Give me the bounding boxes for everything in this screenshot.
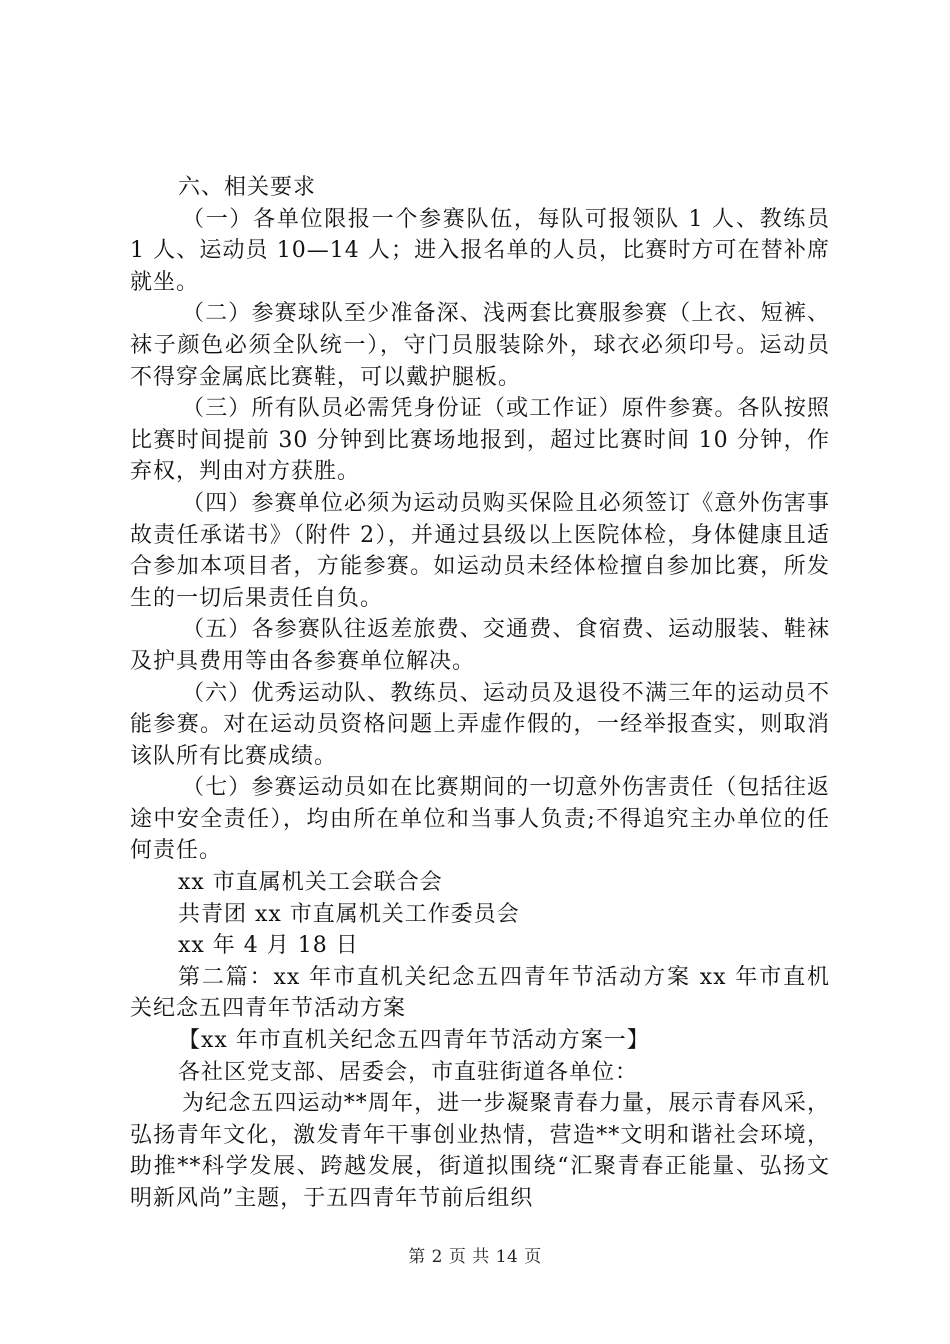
document-body [130, 172, 830, 1215]
requirement-paragraph: （一）各单位限报一个参赛队伍，每队可报领队 1 人、教练员 1 人、运动员 10—14 人；进入报名单的人员，比赛时方可在替补席就坐。 [130, 206, 830, 295]
part-heading: 第二篇：xx 年市直机关纪念五四青年节活动方案 xx 年市直机关纪念五四青年节活动方案 [130, 964, 830, 1022]
requirement-paragraph: （七）参赛运动员如在比赛期间的一切意外伤害责任（包括往返途中安全责任），均由所在单位和当事人负责;不得追究主办单位的任何责任。 [130, 775, 830, 864]
section-heading: 六、相关要求 [178, 175, 317, 200]
requirement-paragraph: （五）各参赛队往返差旅费、交通费、食宿费、运动服装、鞋袜及护具费用等由各参赛单位解决。 [130, 617, 830, 674]
requirement-paragraph: （三）所有队员必需凭身份证（或工作证）原件参赛。各队按照比赛时间提前 30 分钟到比赛场地报到，超过比赛时间 10 分钟，作弃权，判由对方获胜。 [130, 396, 830, 485]
intro-paragraph: 为纪念五四运动**周年，进一步凝聚青春力量，展示青春风采，弘扬青年文化，激发青年干事创业热情，营造**文明和谐社会环境，助推**科学发展、跨越发展，街道拟围绕“汇聚青春正能量、弘扬文明新风尚”主题，于五四青年节前后组织 [130, 1091, 830, 1211]
signature-date: xx 年 4 月 18 日 [178, 933, 359, 959]
plan-title: 【xx 年市直机关纪念五四青年节活动方案一】 [178, 1028, 650, 1054]
signature-organization: 共青团 xx 市直属机关工作委员会 [178, 901, 520, 927]
requirement-paragraph: （四）参赛单位必须为运动员购买保险且必须签订《意外伤害事故责任承诺书》（附件 2），并通过县级以上医院体检，身体健康且适合参加本项目者，方能参赛。如运动员未经体检擅自参加比赛，所发生的一切后果责任自负。 [130, 490, 830, 611]
requirement-paragraph: （二）参赛球队至少准备深、浅两套比赛服参赛（上衣、短裤、袜子颜色必须全队统一），守门员服装除外，球衣必须印号。运动员不得穿金属底比赛鞋，可以戴护腿板。 [130, 301, 830, 390]
page-number-footer: 第 2 页 共 14 页 [408, 1247, 542, 1267]
salutation: 各社区党支部、居委会，市直驻街道各单位： [178, 1059, 639, 1085]
requirement-paragraph: （六）优秀运动队、教练员、运动员及退役不满三年的运动员不能参赛。对在运动员资格问题上弄虚作假的，一经举报查实，则取消该队所有比赛成绩。 [130, 680, 830, 769]
signature-organization: xx 市直属机关工会联合会 [178, 870, 443, 896]
